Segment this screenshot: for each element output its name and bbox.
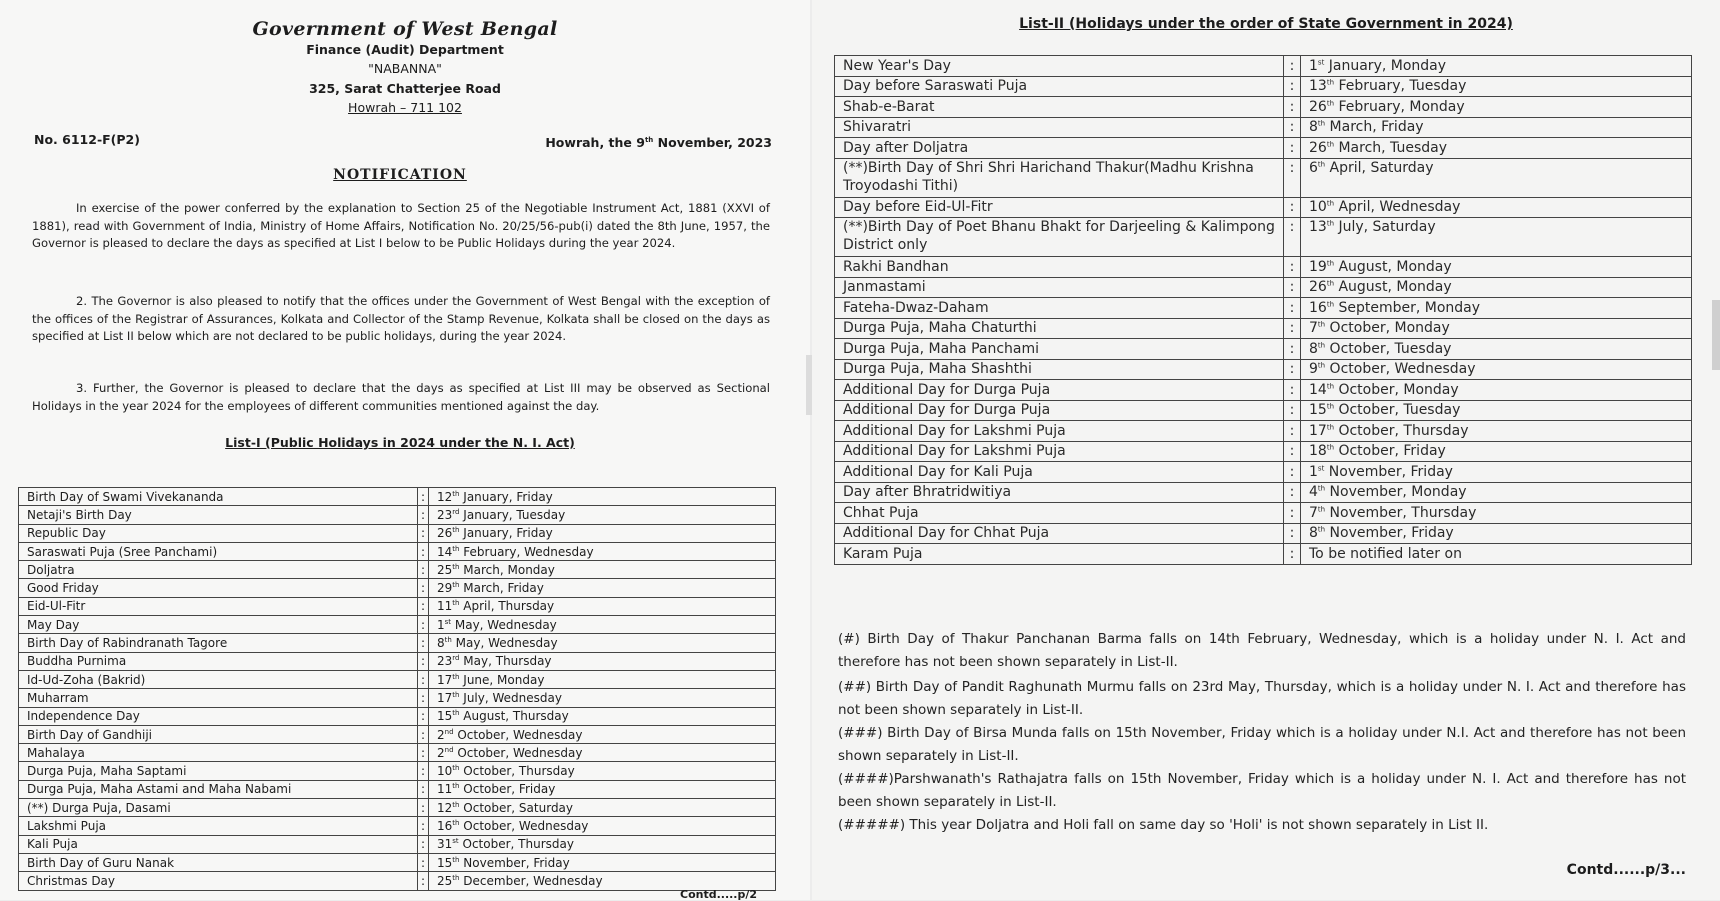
holiday-date: 25th March, Monday (429, 561, 776, 579)
separator: : (1284, 197, 1301, 218)
footnote-5: (#####) This year Doljatra and Holi fall on same day so 'Holi' is not shown separately in List II. (838, 817, 1489, 833)
separator: : (418, 670, 429, 688)
separator: : (1284, 359, 1301, 380)
holiday-date: 16th September, Monday (1301, 298, 1692, 319)
holiday-date: 14th October, Monday (1301, 380, 1692, 401)
holiday-date: 6th April, Saturday (1301, 158, 1692, 197)
table-row (835, 503, 1692, 524)
holiday-name: (**)Birth Day of Shri Shri Harichand Thakur(Madhu Krishna Troyodashi Tithi) (835, 158, 1284, 197)
holiday-name: Birth Day of Rabindranath Tagore (19, 634, 418, 652)
separator: : (418, 542, 429, 560)
separator: : (1284, 544, 1301, 565)
holiday-name: Birth Day of Guru Nanak (19, 853, 418, 871)
table-row (835, 76, 1692, 97)
holiday-name: Doljatra (19, 561, 418, 579)
table-row (19, 872, 776, 890)
table-row (835, 277, 1692, 298)
separator: : (1284, 218, 1301, 257)
table-row (835, 523, 1692, 544)
table-row (19, 817, 776, 835)
holiday-date: 31st October, Thursday (429, 835, 776, 853)
table-row (835, 400, 1692, 421)
separator: : (418, 780, 429, 798)
list1-table (18, 487, 776, 891)
table-row (835, 257, 1692, 278)
holiday-date: 15th August, Thursday (429, 707, 776, 725)
holiday-name: Additional Day for Durga Puja (835, 380, 1284, 401)
separator: : (1284, 441, 1301, 462)
table-row (19, 652, 776, 670)
table-row (19, 744, 776, 762)
table-row (835, 97, 1692, 118)
separator: : (418, 597, 429, 615)
table-row (835, 359, 1692, 380)
footnote-4: (####)Parshwanath's Rathajatra falls on 15th November, Friday which is a holiday under N. I. Act and therefore has not been shown separately in List-II. (838, 771, 1686, 810)
separator: : (418, 725, 429, 743)
separator: : (1284, 138, 1301, 159)
holiday-name: Muharram (19, 689, 418, 707)
holiday-name: Christmas Day (19, 872, 418, 890)
table-row (19, 579, 776, 597)
separator: : (418, 872, 429, 890)
separator: : (418, 616, 429, 634)
separator: : (418, 579, 429, 597)
table-row (835, 197, 1692, 218)
footnote-3: (###) Birth Day of Birsa Munda falls on 15th November, Friday which is a holiday under N.I. Act and therefore has not been shown separately in List-II. (838, 725, 1686, 764)
separator: : (1284, 380, 1301, 401)
department-name: Finance (Audit) Department (306, 42, 504, 57)
holiday-name: Fateha-Dwaz-Daham (835, 298, 1284, 319)
separator: : (1284, 56, 1301, 77)
holiday-name: Durga Puja, Maha Shashthi (835, 359, 1284, 380)
table-row (19, 634, 776, 652)
holiday-name: Day after Bhratridwitiya (835, 482, 1284, 503)
table-row (19, 524, 776, 542)
separator: : (1284, 117, 1301, 138)
separator: : (1284, 76, 1301, 97)
table-row (19, 835, 776, 853)
table-row (835, 158, 1692, 197)
holiday-name: Netaji's Birth Day (19, 506, 418, 524)
left-page (0, 0, 810, 900)
holiday-date: 8th March, Friday (1301, 117, 1692, 138)
holiday-name: Lakshmi Puja (19, 817, 418, 835)
separator: : (418, 506, 429, 524)
holiday-date: 14th February, Wednesday (429, 542, 776, 560)
separator: : (418, 817, 429, 835)
table-row (19, 597, 776, 615)
holiday-name: (**)Birth Day of Poet Bhanu Bhakt for Darjeeling & Kalimpong District only (835, 218, 1284, 257)
holiday-date: 12th January, Friday (429, 488, 776, 506)
holiday-name: New Year's Day (835, 56, 1284, 77)
holiday-date: 16th October, Wednesday (429, 817, 776, 835)
table-row (835, 482, 1692, 503)
table-row (19, 670, 776, 688)
holiday-name: (**) Durga Puja, Dasami (19, 799, 418, 817)
holiday-name: Durga Puja, Maha Saptami (19, 762, 418, 780)
table-row (835, 339, 1692, 360)
holiday-name: Durga Puja, Maha Astami and Maha Nabami (19, 780, 418, 798)
holiday-date: 13th July, Saturday (1301, 218, 1692, 257)
table-row (19, 561, 776, 579)
holiday-date: 7th October, Monday (1301, 318, 1692, 339)
city-line: Howrah – 711 102 (348, 100, 462, 115)
holiday-date: 8th October, Tuesday (1301, 339, 1692, 360)
holiday-date: 12th October, Saturday (429, 799, 776, 817)
holiday-name: Eid-Ul-Fitr (19, 597, 418, 615)
holiday-name: Shab-e-Barat (835, 97, 1284, 118)
separator: : (1284, 339, 1301, 360)
separator: : (1284, 421, 1301, 442)
notification-date: Howrah, the 9th November, 2023 (545, 135, 772, 150)
separator: : (1284, 462, 1301, 483)
holiday-name: May Day (19, 616, 418, 634)
reference-number: No. 6112-F(P2) (34, 132, 140, 147)
holiday-date: 26th February, Monday (1301, 97, 1692, 118)
separator: : (418, 634, 429, 652)
holiday-date: 26th March, Tuesday (1301, 138, 1692, 159)
holiday-name: Janmastami (835, 277, 1284, 298)
table-row (19, 707, 776, 725)
holiday-date: 23rd May, Thursday (429, 652, 776, 670)
holiday-date: 19th August, Monday (1301, 257, 1692, 278)
holiday-date: 11th April, Thursday (429, 597, 776, 615)
table-row (835, 298, 1692, 319)
holiday-name: Additional Day for Durga Puja (835, 400, 1284, 421)
holiday-name: Independence Day (19, 707, 418, 725)
separator: : (1284, 97, 1301, 118)
holiday-date: 4th November, Monday (1301, 482, 1692, 503)
paragraph-1: In exercise of the power conferred by the explanation to Section 25 of the Negotiable Instrument Act, 1881 (XXVI of 1881), read with Government of India, Ministry of Home Affairs, Notification No. 20/25/56-pub(i) dated the 8th June, 1957, the Governor is pleased to declare the days as specified at List I below to be Public Holidays during the year 2024. (32, 201, 770, 250)
table-row (835, 421, 1692, 442)
separator: : (1284, 298, 1301, 319)
separator: : (1284, 257, 1301, 278)
table-row (835, 544, 1692, 565)
right-page (812, 0, 1720, 900)
holiday-date: 8th November, Friday (1301, 523, 1692, 544)
table-row (835, 441, 1692, 462)
holiday-name: Republic Day (19, 524, 418, 542)
table-row (835, 117, 1692, 138)
holiday-name: Rakhi Bandhan (835, 257, 1284, 278)
building-name: "NABANNA" (368, 61, 442, 76)
holiday-name: Additional Day for Kali Puja (835, 462, 1284, 483)
holiday-name: Karam Puja (835, 544, 1284, 565)
holiday-name: Mahalaya (19, 744, 418, 762)
separator: : (1284, 482, 1301, 503)
holiday-name: Saraswati Puja (Sree Panchami) (19, 542, 418, 560)
holiday-date: 29th March, Friday (429, 579, 776, 597)
holiday-date: 26th August, Monday (1301, 277, 1692, 298)
holiday-date: 17th October, Thursday (1301, 421, 1692, 442)
separator: : (418, 689, 429, 707)
holiday-name: Additional Day for Lakshmi Puja (835, 441, 1284, 462)
holiday-date: 17th July, Wednesday (429, 689, 776, 707)
separator: : (418, 652, 429, 670)
separator: : (418, 835, 429, 853)
holiday-name: Day after Doljatra (835, 138, 1284, 159)
table-row (835, 462, 1692, 483)
separator: : (418, 561, 429, 579)
table-row (835, 138, 1692, 159)
holiday-name: Chhat Puja (835, 503, 1284, 524)
separator: : (418, 762, 429, 780)
holiday-name: Durga Puja, Maha Panchami (835, 339, 1284, 360)
holiday-name: Additional Day for Chhat Puja (835, 523, 1284, 544)
list2-table (834, 55, 1692, 565)
address-line: 325, Sarat Chatterjee Road (309, 81, 501, 96)
holiday-date: To be notified later on (1301, 544, 1692, 565)
holiday-date: 26th January, Friday (429, 524, 776, 542)
holiday-date: 8th May, Wednesday (429, 634, 776, 652)
separator: : (1284, 277, 1301, 298)
holiday-name: Durga Puja, Maha Chaturthi (835, 318, 1284, 339)
list1-title: List-I (Public Holidays in 2024 under the N. I. Act) (225, 435, 575, 450)
holiday-date: 17th June, Monday (429, 670, 776, 688)
holiday-date: 13th February, Tuesday (1301, 76, 1692, 97)
holiday-date: 23rd January, Tuesday (429, 506, 776, 524)
separator: : (1284, 503, 1301, 524)
continued-note-right: Contd......p/3... (1566, 862, 1686, 878)
holiday-name: Id-Ud-Zoha (Bakrid) (19, 670, 418, 688)
holiday-date: 1st November, Friday (1301, 462, 1692, 483)
footnote-1: (#) Birth Day of Thakur Panchanan Barma falls on 14th February, Wednesday, which is a holiday under N. I. Act and therefore has not been shown separately in List-II. (838, 631, 1686, 670)
table-row (19, 542, 776, 560)
holiday-date: 11th October, Friday (429, 780, 776, 798)
holiday-name: Shivaratri (835, 117, 1284, 138)
table-row (19, 853, 776, 871)
table-row (19, 762, 776, 780)
paragraph-2: 2. The Governor is also pleased to notify that the offices under the Government of West Bengal with the exception of the offices of the Registrar of Assurances, Kolkata and Collector of the Stamp Revenue, Kolkata shall be closed on the days as specified at List II below which are not declared to be public holidays, during the year 2024. (32, 294, 770, 343)
list2-title: List-II (Holidays under the order of State Government in 2024) (1019, 16, 1513, 32)
holiday-date: 15th November, Friday (429, 853, 776, 871)
table-row (835, 318, 1692, 339)
separator: : (418, 799, 429, 817)
table-row (19, 725, 776, 743)
separator: : (1284, 318, 1301, 339)
holiday-name: Birth Day of Gandhiji (19, 725, 418, 743)
holiday-date: 9th October, Wednesday (1301, 359, 1692, 380)
holiday-date: 15th October, Tuesday (1301, 400, 1692, 421)
holiday-date: 10th October, Thursday (429, 762, 776, 780)
footnote-2: (##) Birth Day of Pandit Raghunath Murmu falls on 23rd May, Thursday, which is a holiday under N. I. Act and therefore has not been shown separately in List-II. (838, 679, 1686, 718)
separator: : (418, 707, 429, 725)
separator: : (418, 524, 429, 542)
table-row (19, 799, 776, 817)
table-row (19, 488, 776, 506)
holiday-name: Kali Puja (19, 835, 418, 853)
holiday-name: Day before Eid-Ul-Fitr (835, 197, 1284, 218)
holiday-name: Birth Day of Swami Vivekananda (19, 488, 418, 506)
paragraph-3: 3. Further, the Governor is pleased to declare that the days as specified at List III may be observed as Sectional Holidays in the year 2024 for the employees of different communities mentioned against the day. (32, 381, 770, 413)
government-title: Government of West Bengal (252, 18, 558, 40)
separator: : (1284, 523, 1301, 544)
separator: : (1284, 158, 1301, 197)
table-row (19, 506, 776, 524)
table-row (19, 689, 776, 707)
holiday-date: 25th December, Wednesday (429, 872, 776, 890)
separator: : (418, 853, 429, 871)
notification-title: NOTIFICATION (333, 167, 467, 183)
separator: : (1284, 400, 1301, 421)
holiday-date: 1st January, Monday (1301, 56, 1692, 77)
continued-note-left: Contd.....p/2 (680, 888, 758, 901)
table-row (835, 56, 1692, 77)
table-row (19, 616, 776, 634)
table-row (835, 218, 1692, 257)
holiday-date: 2nd October, Wednesday (429, 725, 776, 743)
holiday-date: 7th November, Thursday (1301, 503, 1692, 524)
scroll-edge (1712, 300, 1720, 370)
holiday-date: 1st May, Wednesday (429, 616, 776, 634)
holiday-name: Additional Day for Lakshmi Puja (835, 421, 1284, 442)
table-row (19, 780, 776, 798)
holiday-name: Buddha Purnima (19, 652, 418, 670)
table-row (835, 380, 1692, 401)
holiday-date: 10th April, Wednesday (1301, 197, 1692, 218)
holiday-name: Day before Saraswati Puja (835, 76, 1284, 97)
holiday-date: 18th October, Friday (1301, 441, 1692, 462)
separator: : (418, 744, 429, 762)
holiday-name: Good Friday (19, 579, 418, 597)
holiday-date: 2nd October, Wednesday (429, 744, 776, 762)
separator: : (418, 488, 429, 506)
